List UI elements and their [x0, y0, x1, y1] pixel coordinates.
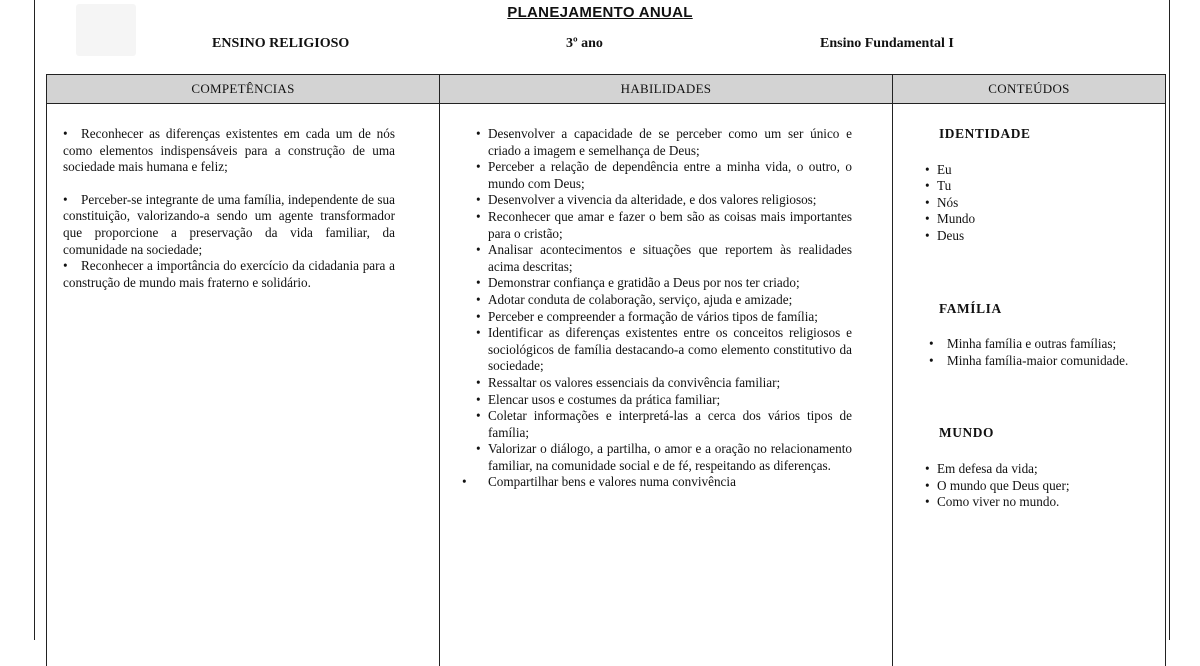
list-item: • Coletar informações e interpretá-las a cerca dos vários tipos de família;: [476, 408, 852, 441]
list-item: • Minha família-maior comunidade.: [925, 353, 1155, 370]
list-item: • Em defesa da vida;: [925, 461, 1155, 478]
bullet-icon: •: [63, 258, 81, 275]
list-item: • Perceber e compreender a formação de vários tipos de família;: [476, 309, 852, 326]
identidade-list: [925, 162, 1155, 245]
col-header-conteudos: CONTEÚDOS: [893, 75, 1166, 104]
list-item: • Deus: [925, 228, 1155, 245]
col-header-habilidades: HABILIDADES: [440, 75, 893, 104]
bullet-icon: •: [63, 126, 81, 143]
table-body-row: [47, 104, 1166, 666]
list-item: • Reconhecer a importância do exercício da cidadania para a construção de mundo mais fraterno e solidário.: [63, 258, 395, 291]
subject-label: ENSINO RELIGIOSO: [212, 36, 349, 52]
list-item: • Reconhecer as diferenças existentes em cada um de nós como elementos indispensáveis para a construção de uma sociedade mais humana e feliz;: [63, 126, 395, 176]
conteudos-cell: [893, 104, 1166, 666]
list-item: • Valorizar o diálogo, a partilha, o amor e a oração no relacionamento familiar, na comunidade social e de fé, respeitando as diferenças.: [476, 441, 852, 474]
grade-label: 3º ano: [566, 36, 603, 52]
bullet-icon: •: [63, 192, 81, 209]
familia-list: [925, 336, 1155, 369]
list-item: • Desenvolver a capacidade de se perceber como um ser único e criado a imagem e semelhança de Deus;: [476, 126, 852, 159]
section-heading-identidade: IDENTIDADE: [939, 126, 1155, 143]
list-item: • Elencar usos e costumes da prática familiar;: [476, 392, 852, 409]
list-item: • Eu: [925, 162, 1155, 179]
list-item: • Compartilhar bens e valores numa convivência: [462, 474, 852, 491]
list-item: • Perceber a relação de dependência entre a minha vida, o outro, o mundo com Deus;: [476, 159, 852, 192]
list-item: • Adotar conduta de colaboração, serviço, ajuda e amizade;: [476, 292, 852, 309]
competencias-list: [63, 126, 395, 291]
list-item: • Analisar acontecimentos e situações que reportem às realidades acima descritas;: [476, 242, 852, 275]
list-item: • Tu: [925, 178, 1155, 195]
list-item: • Como viver no mundo.: [925, 494, 1155, 511]
list-item: • Perceber-se integrante de uma família, independente de sua constituição, valorizando-a sendo um agente transformador que proporcione a preservação da vida familiar, da comunidade na sociedade;: [63, 192, 395, 258]
list-item: • Desenvolver a vivencia da alteridade, e dos valores religiosos;: [476, 192, 852, 209]
list-item: • Nós: [925, 195, 1155, 212]
page-title: PLANEJAMENTO ANUAL: [0, 4, 1200, 21]
list-item: • Demonstrar confiança e gratidão a Deus por nos ter criado;: [476, 275, 852, 292]
list-item: • Minha família e outras famílias;: [925, 336, 1155, 353]
planning-table: [46, 74, 1166, 666]
section-heading-mundo: MUNDO: [939, 425, 1155, 442]
mundo-list: [925, 461, 1155, 511]
list-item: • Mundo: [925, 211, 1155, 228]
level-label: Ensino Fundamental I: [820, 36, 954, 52]
table-header-row: [47, 75, 1166, 104]
list-item: • Identificar as diferenças existentes entre os conceitos religiosos e sociológicos de família destacando-a como elemento constitutivo da sociedade;: [476, 325, 852, 375]
list-item: • O mundo que Deus quer;: [925, 478, 1155, 495]
habilidades-list: [476, 126, 852, 491]
competencias-cell: [47, 104, 440, 666]
section-heading-familia: FAMÍLIA: [939, 301, 1155, 318]
habilidades-cell: [440, 104, 893, 666]
list-item: • Ressaltar os valores essenciais da convivência familiar;: [476, 375, 852, 392]
list-item: • Reconhecer que amar e fazer o bem são as coisas mais importantes para o cristão;: [476, 209, 852, 242]
col-header-competencias: COMPETÊNCIAS: [47, 75, 440, 104]
